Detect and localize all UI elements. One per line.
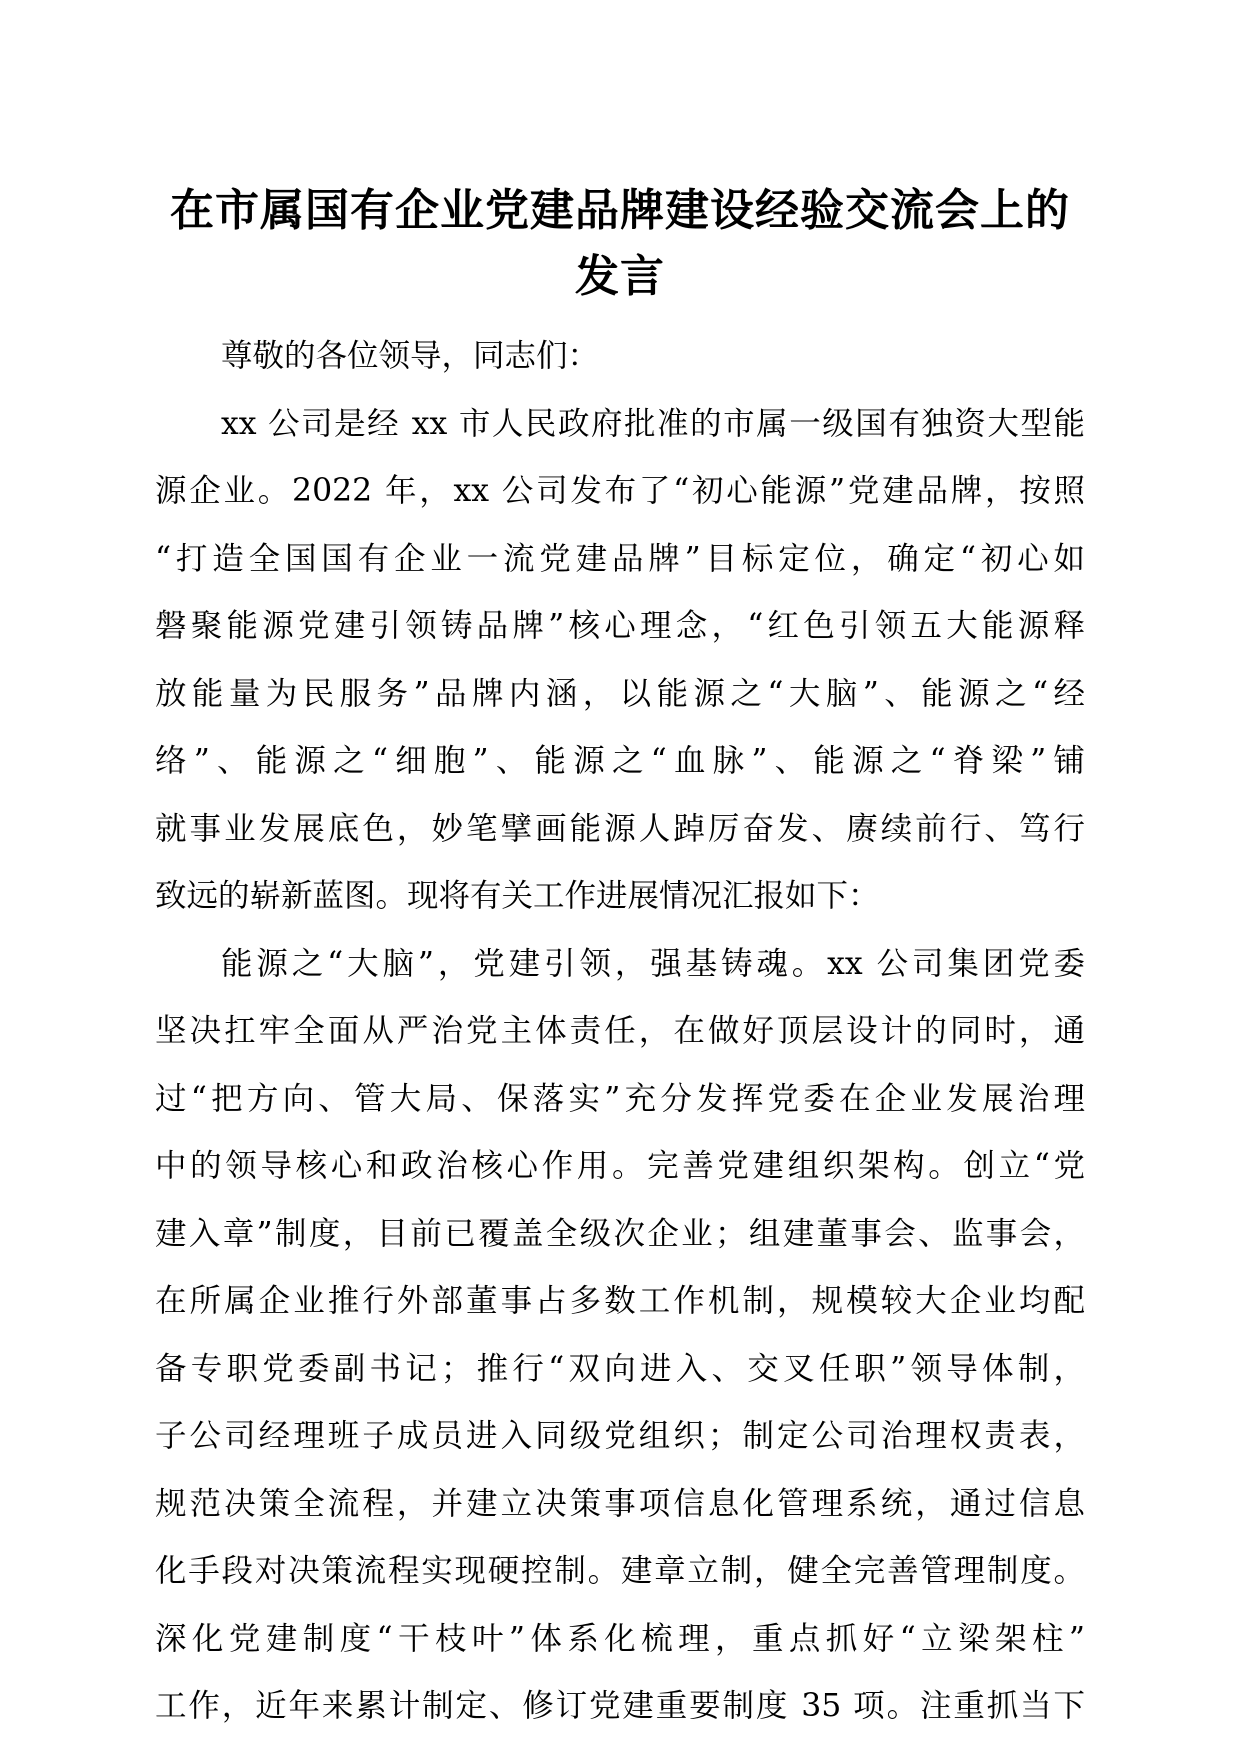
paragraph-line: xx 公司是经 xx 市人民政府批准的市属一级国有独资大型能 <box>221 405 1085 442</box>
paragraph-line: 致远的崭新蓝图。现将有关工作进展情况汇报如下： <box>155 878 880 914</box>
paragraph-line: 工作，近年来累计制定、修订党建重要制度 35 项。注重抓当下 <box>155 1688 1085 1724</box>
paragraph-line: 坚决扛牢全面从严治党主体责任，在做好顶层设计的同时，通 <box>155 1013 1085 1049</box>
paragraph-line: 中的领导核心和政治核心作用。完善党建组织架构。创立“党 <box>155 1148 1085 1184</box>
paragraph-line: 规范决策全流程，并建立决策事项信息化管理系统，通过信息 <box>155 1485 1085 1522</box>
title-line-2: 发言 <box>575 251 665 302</box>
paragraph-line: 深化党建制度“干枝叶”体系化梳理，重点抓好“立梁架柱” <box>155 1620 1085 1657</box>
paragraph-line: 过“把方向、管大局、保落实”充分发挥党委在企业发展治理 <box>155 1080 1085 1117</box>
paragraph-line: “打造全国国有企业一流党建品牌”目标定位，确定“初心如 <box>155 540 1085 577</box>
paragraph-line: 建入章”制度，目前已覆盖全级次企业；组建董事会、监事会， <box>155 1215 1085 1252</box>
paragraph-line: 络”、能源之“细胞”、能源之“血脉”、能源之“脊梁”铺 <box>155 743 1085 779</box>
salutation: 尊敬的各位领导，同志们： <box>221 338 600 374</box>
document-body <box>155 323 1085 1741</box>
paragraph-line: 磐聚能源党建引领铸品牌”核心理念，“红色引领五大能源释 <box>155 608 1085 644</box>
paragraph-line: 在所属企业推行外部董事占多数工作机制，规模较大企业均配 <box>155 1283 1085 1319</box>
paragraph-line: 子公司经理班子成员进入同级党组织；制定公司治理权责表， <box>155 1418 1085 1454</box>
document-title <box>150 178 1090 310</box>
paragraph-line: 放能量为民服务”品牌内涵，以能源之“大脑”、能源之“经 <box>155 675 1085 712</box>
paragraph-line: 能源之“大脑”，党建引领，强基铸魂。xx 公司集团党委 <box>221 945 1085 982</box>
paragraph-line: 源企业。2022 年，xx 公司发布了“初心能源”党建品牌，按照 <box>155 473 1085 509</box>
paragraph-line: 化手段对决策流程实现硬控制。建章立制，健全完善管理制度。 <box>155 1553 1085 1589</box>
paragraph-line: 备专职党委副书记；推行“双向进入、交叉任职”领导体制， <box>155 1350 1085 1387</box>
title-line-1: 在市属国有企业党建品牌建设经验交流会上的 <box>170 185 1070 236</box>
paragraph-line: 就事业发展底色，妙笔擘画能源人踔厉奋发、赓续前行、笃行 <box>155 810 1085 847</box>
